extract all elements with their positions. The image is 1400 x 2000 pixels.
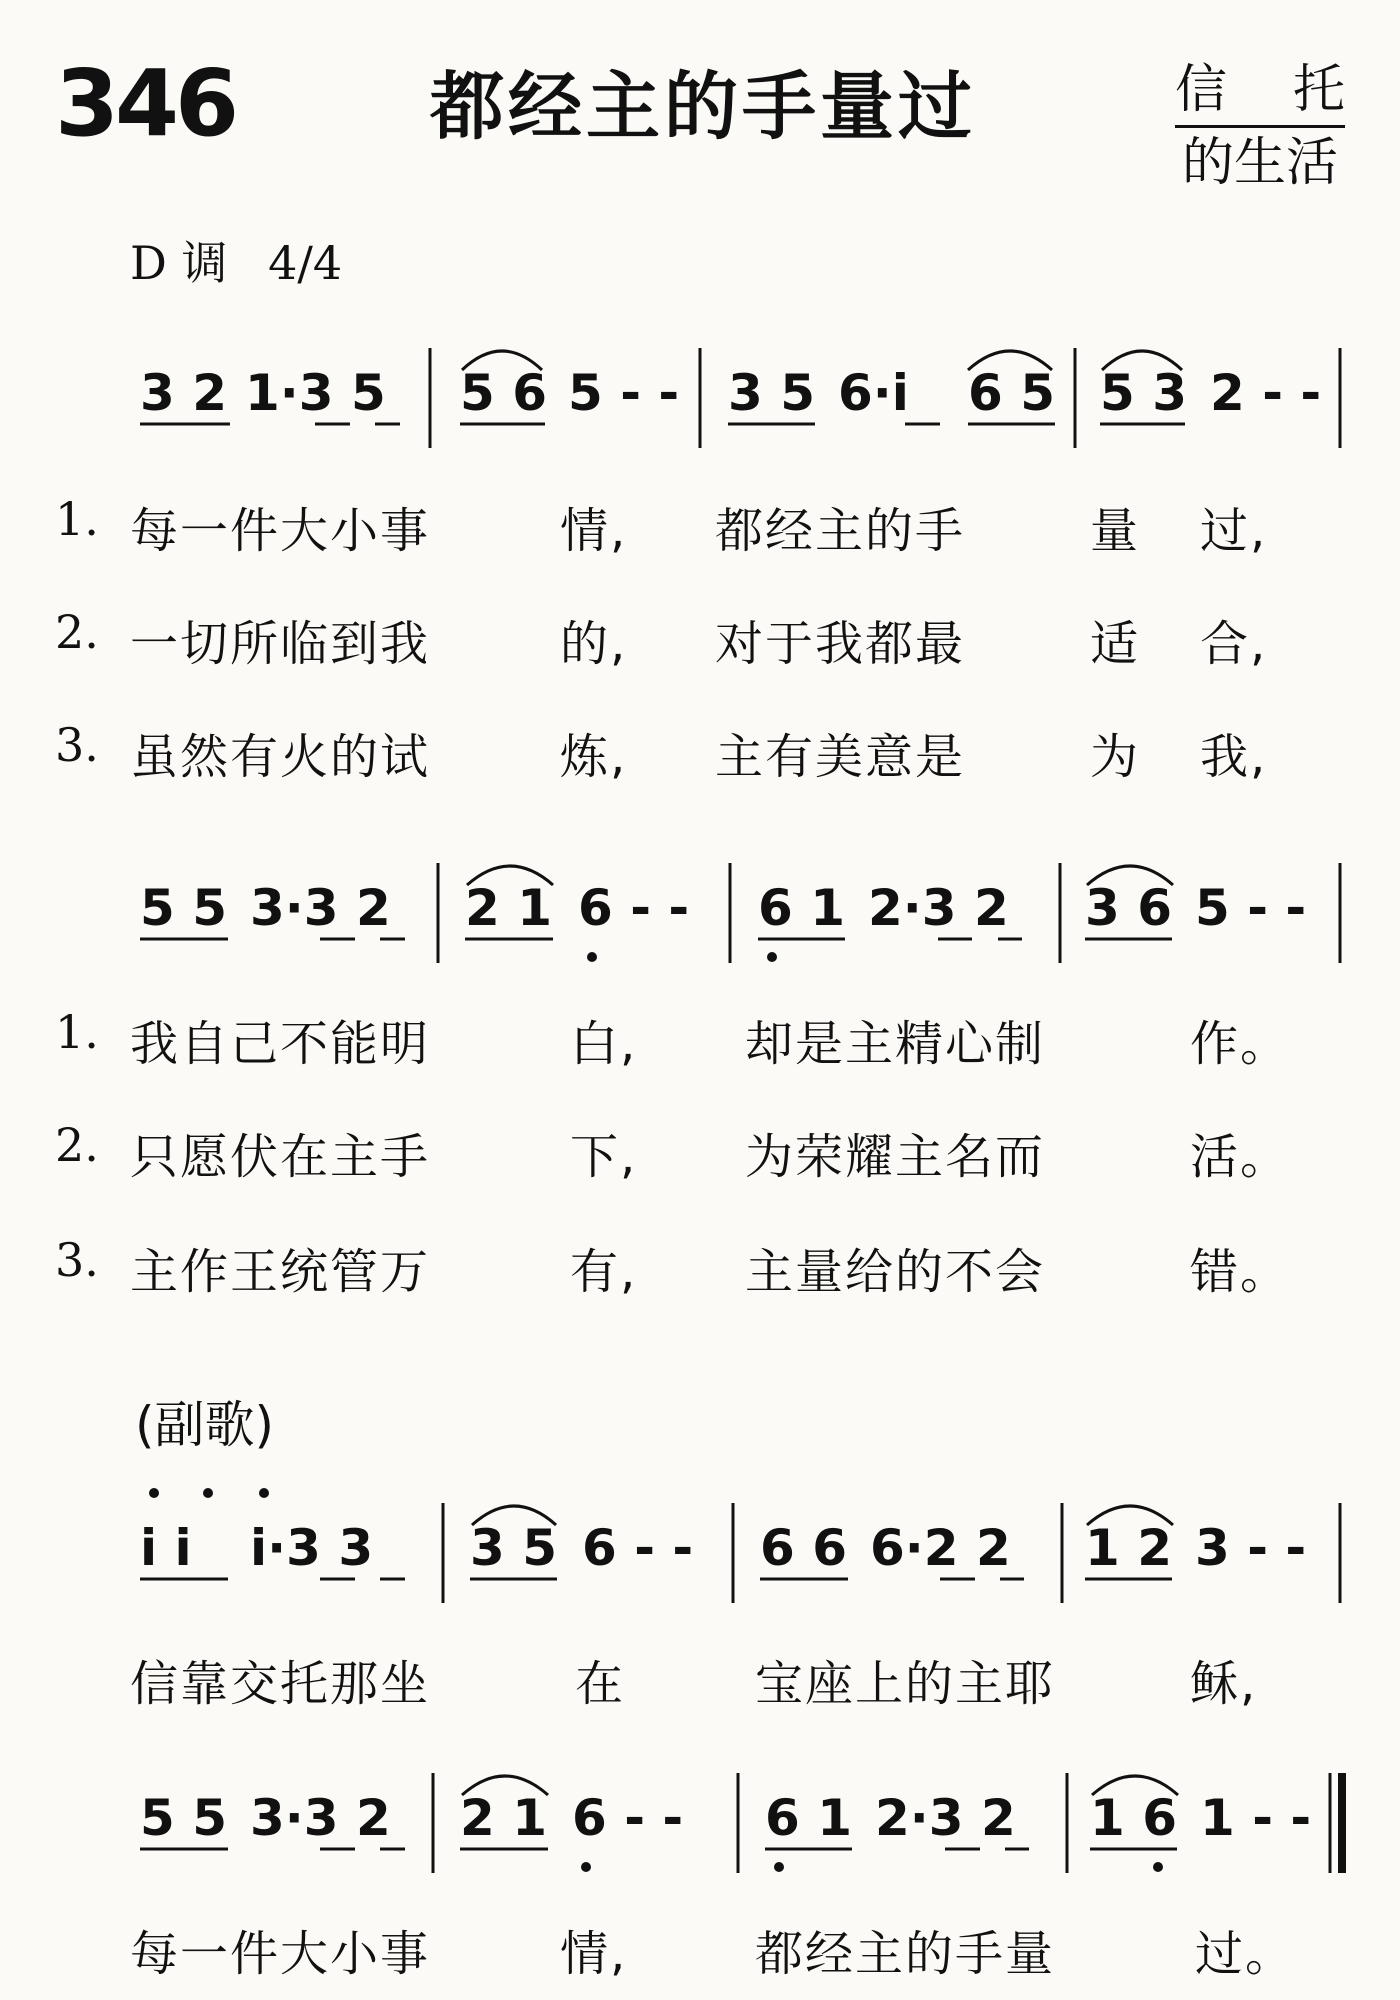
- note-group: 6·i: [838, 364, 909, 422]
- note-group: 5 - -: [1195, 879, 1307, 937]
- lyric-chorus-2: 每一件大小事 情, 都经主的手量 过。: [130, 1926, 1296, 1982]
- note-group: 5 6: [460, 364, 547, 422]
- note-group: 3 5: [728, 364, 815, 422]
- note-group: 2 - -: [1210, 364, 1322, 422]
- note-group: 5 5: [140, 1789, 227, 1847]
- note-group: 6 - -: [578, 879, 690, 937]
- note-group: 3 - -: [1195, 1519, 1307, 1577]
- key-label: D 调: [130, 236, 228, 290]
- note-group: 6 - -: [572, 1789, 684, 1847]
- note-group: 3·3 2: [250, 1789, 391, 1847]
- hymn-number: 346: [55, 50, 236, 157]
- note-group: 1 2: [1085, 1519, 1172, 1577]
- note-group: 2 1: [460, 1789, 547, 1847]
- note-group: 1·3 5: [245, 364, 386, 422]
- note-group: 6 6: [760, 1519, 847, 1577]
- notation-row-4: [0, 1755, 1400, 1885]
- note-group: 5 3: [1100, 364, 1187, 422]
- lyric-verse-2: 2. 一切所临到我 的, 对于我都最 适 合,: [55, 605, 1268, 672]
- note-group: 1 6: [1090, 1789, 1177, 1847]
- note-group: 2·3 2: [875, 1789, 1016, 1847]
- note-group: i i: [140, 1519, 192, 1577]
- time-signature: 4/4: [268, 236, 343, 290]
- category-top-left: 信: [1175, 60, 1228, 120]
- note-group: 3·3 2: [250, 879, 391, 937]
- note-group: 5 5: [140, 879, 227, 937]
- note-group: 1 - -: [1200, 1789, 1312, 1847]
- note-group: 5 - -: [568, 364, 680, 422]
- hymn-title: 都经主的手量过: [430, 64, 976, 150]
- lyric-chorus-1: 信靠交托那坐 在 宝座上的主耶 稣,: [130, 1656, 1258, 1712]
- category-bottom: 的生活: [1181, 133, 1338, 194]
- note-group: 2 1: [465, 879, 552, 937]
- category-label: [1175, 62, 1345, 195]
- notation-row-3: [0, 1485, 1400, 1615]
- chorus-label: (副歌): [135, 1396, 275, 1454]
- note-group: 6 1: [758, 879, 845, 937]
- lyric-verse-3: 3. 虽然有火的试 炼, 主有美意是 为 我,: [55, 718, 1268, 785]
- note-group: 3 2: [140, 364, 227, 422]
- note-group: 6 - -: [582, 1519, 694, 1577]
- key-signature: [130, 236, 368, 290]
- notation-row-2: [0, 845, 1400, 975]
- note-group: 6 5: [968, 364, 1055, 422]
- note-group: 3 6: [1085, 879, 1172, 937]
- lyric-verse-2: 2. 只愿伏在主手 下, 为荣耀主名而 活。: [55, 1118, 1291, 1185]
- category-top-right: 托: [1292, 60, 1345, 120]
- lyric-verse-1: 1. 我自己不能明 白, 却是主精心制 作。: [55, 1005, 1291, 1072]
- note-group: 6 1: [765, 1789, 852, 1847]
- note-group: 3 5: [470, 1519, 557, 1577]
- lyric-verse-1: 1. 每一件大小事 情, 都经主的手 量 过,: [55, 492, 1268, 559]
- note-group: 2·3 2: [868, 879, 1009, 937]
- note-group: 6·2 2: [870, 1519, 1011, 1577]
- notation-row-1: [0, 330, 1400, 450]
- lyric-verse-3: 3. 主作王统管万 有, 主量给的不会 错。: [55, 1233, 1291, 1300]
- note-group: i·3 3: [250, 1519, 374, 1577]
